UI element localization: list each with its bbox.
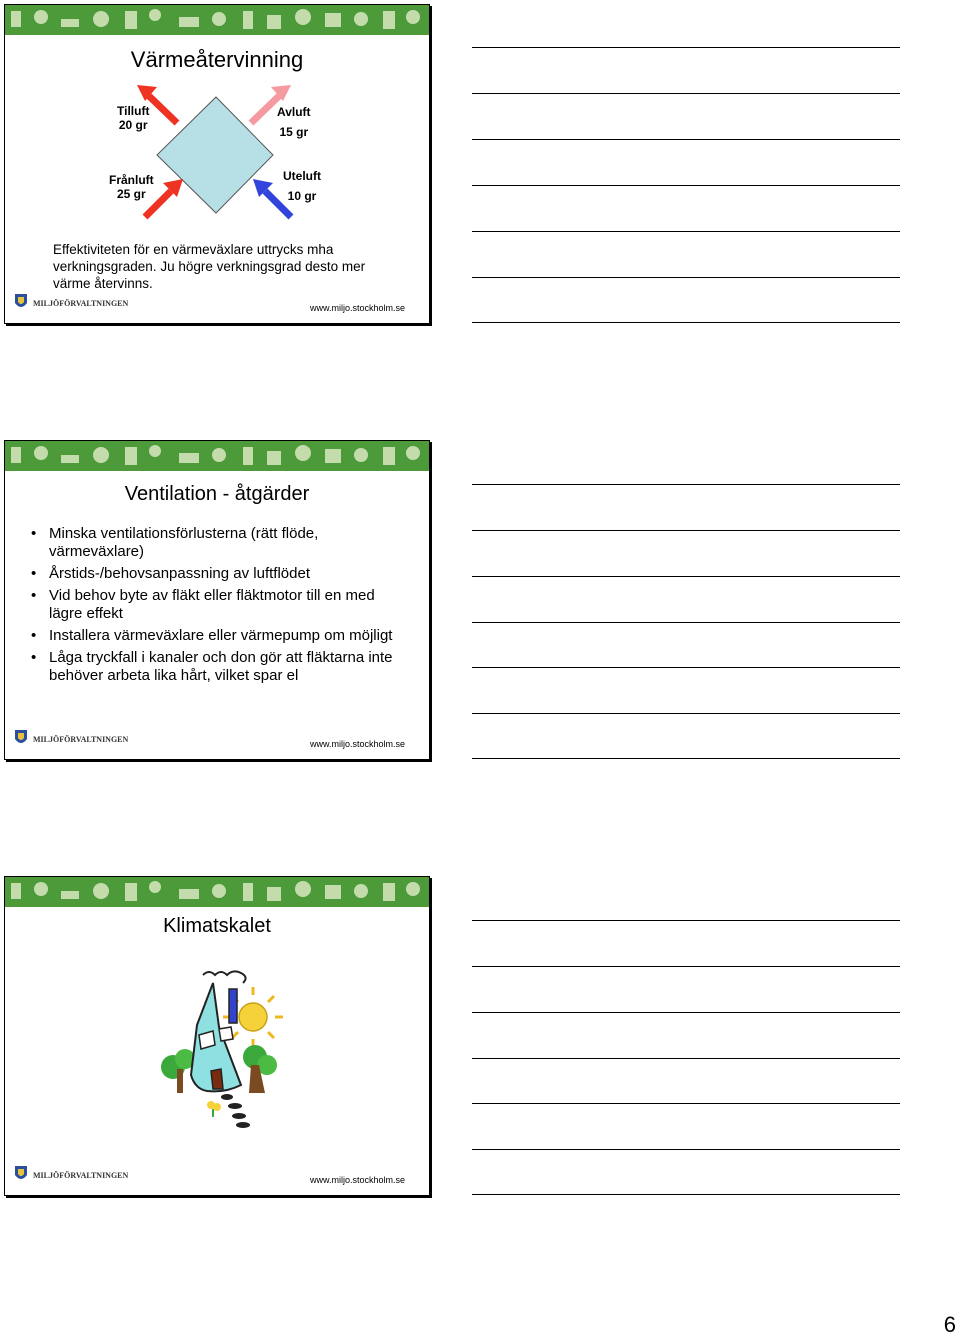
notes-line bbox=[472, 322, 900, 323]
notes-line bbox=[472, 1058, 900, 1059]
decorative-banner bbox=[5, 441, 429, 471]
slide-title: Värmeåtervinning bbox=[130, 47, 304, 72]
notes-line bbox=[472, 622, 900, 623]
miljoforvaltningen-logo bbox=[11, 727, 141, 749]
slide-1 bbox=[4, 4, 430, 324]
slide-title: Klimatskalet bbox=[163, 915, 271, 937]
list-item: • Installera värmeväxlare eller värmepump om möjligt bbox=[31, 627, 411, 645]
slide-title: Ventilation - åtgärder bbox=[124, 483, 310, 505]
list-item: • Årstids-/behovsanpassning av luftflödet bbox=[31, 565, 411, 583]
list-item: • Minska ventilationsförlusterna (rätt flöde, värmeväxlare) bbox=[31, 525, 411, 561]
notes-line bbox=[472, 47, 900, 48]
notes-line bbox=[472, 277, 900, 278]
footer-url: www.miljo.stockholm.se bbox=[309, 303, 405, 313]
slide-2 bbox=[4, 440, 430, 760]
footer-org-text: MILJÖFÖRVALTNINGEN bbox=[33, 735, 129, 744]
notes-line bbox=[472, 1012, 900, 1013]
notes-line bbox=[472, 1149, 900, 1150]
notes-line bbox=[472, 966, 900, 967]
notes-line bbox=[472, 1194, 900, 1195]
list-item: • Låga tryckfall i kanaler och don gör att fläktarna inte behöver arbeta lika hårt, vilket spar el bbox=[31, 649, 411, 685]
notes-line bbox=[472, 713, 900, 714]
heat-exchanger-diagram bbox=[5, 5, 429, 235]
tree-icon bbox=[243, 1045, 277, 1093]
notes-line bbox=[472, 758, 900, 759]
house-illustration bbox=[155, 965, 285, 1130]
bullet-list bbox=[31, 525, 411, 689]
flower-icon bbox=[207, 1101, 221, 1117]
franluft-label bbox=[109, 174, 154, 202]
tilluft-label bbox=[117, 105, 149, 133]
notes-line bbox=[472, 1103, 900, 1104]
franluft-temp: 25 gr bbox=[116, 186, 146, 201]
footer-org-text: MILJÖFÖRVALTNINGEN bbox=[33, 1171, 129, 1180]
page-number: 6 bbox=[943, 1312, 956, 1337]
avluft-name: Avluft bbox=[277, 105, 311, 119]
slide-3 bbox=[4, 876, 430, 1196]
miljoforvaltningen-logo bbox=[11, 291, 141, 313]
notes-line bbox=[472, 139, 900, 140]
avluft-label bbox=[277, 106, 311, 140]
slide-description: Effektiviteten för en värmeväxlare uttrycks mha verkningsgraden. Ju högre verkningsgrad desto mer värme återvinns. bbox=[53, 242, 366, 291]
notes-line bbox=[472, 484, 900, 485]
tilluft-name: Tilluft bbox=[117, 104, 150, 118]
avluft-temp: 15 gr bbox=[279, 124, 309, 139]
notes-line bbox=[472, 185, 900, 186]
list-item: • Vid behov byte av fläkt eller fläktmotor till en med lägre effekt bbox=[31, 587, 411, 623]
notes-line bbox=[472, 93, 900, 94]
uteluft-label bbox=[283, 170, 321, 204]
notes-line bbox=[472, 920, 900, 921]
footer-url: www.miljo.stockholm.se bbox=[309, 739, 405, 749]
footer-url: www.miljo.stockholm.se bbox=[309, 1175, 405, 1185]
uteluft-temp: 10 gr bbox=[287, 188, 317, 203]
notes-line bbox=[472, 231, 900, 232]
footer-org-text: MILJÖFÖRVALTNINGEN bbox=[33, 299, 129, 308]
decorative-banner bbox=[5, 877, 429, 907]
notes-line bbox=[472, 576, 900, 577]
miljoforvaltningen-logo bbox=[11, 1163, 141, 1185]
tilluft-temp: 20 gr bbox=[118, 117, 148, 132]
path-stones bbox=[221, 1094, 250, 1128]
notes-line bbox=[472, 667, 900, 668]
notes-line bbox=[472, 530, 900, 531]
uteluft-name: Uteluft bbox=[283, 169, 321, 183]
tree-icon bbox=[161, 1049, 195, 1093]
franluft-name: Frånluft bbox=[109, 173, 154, 187]
